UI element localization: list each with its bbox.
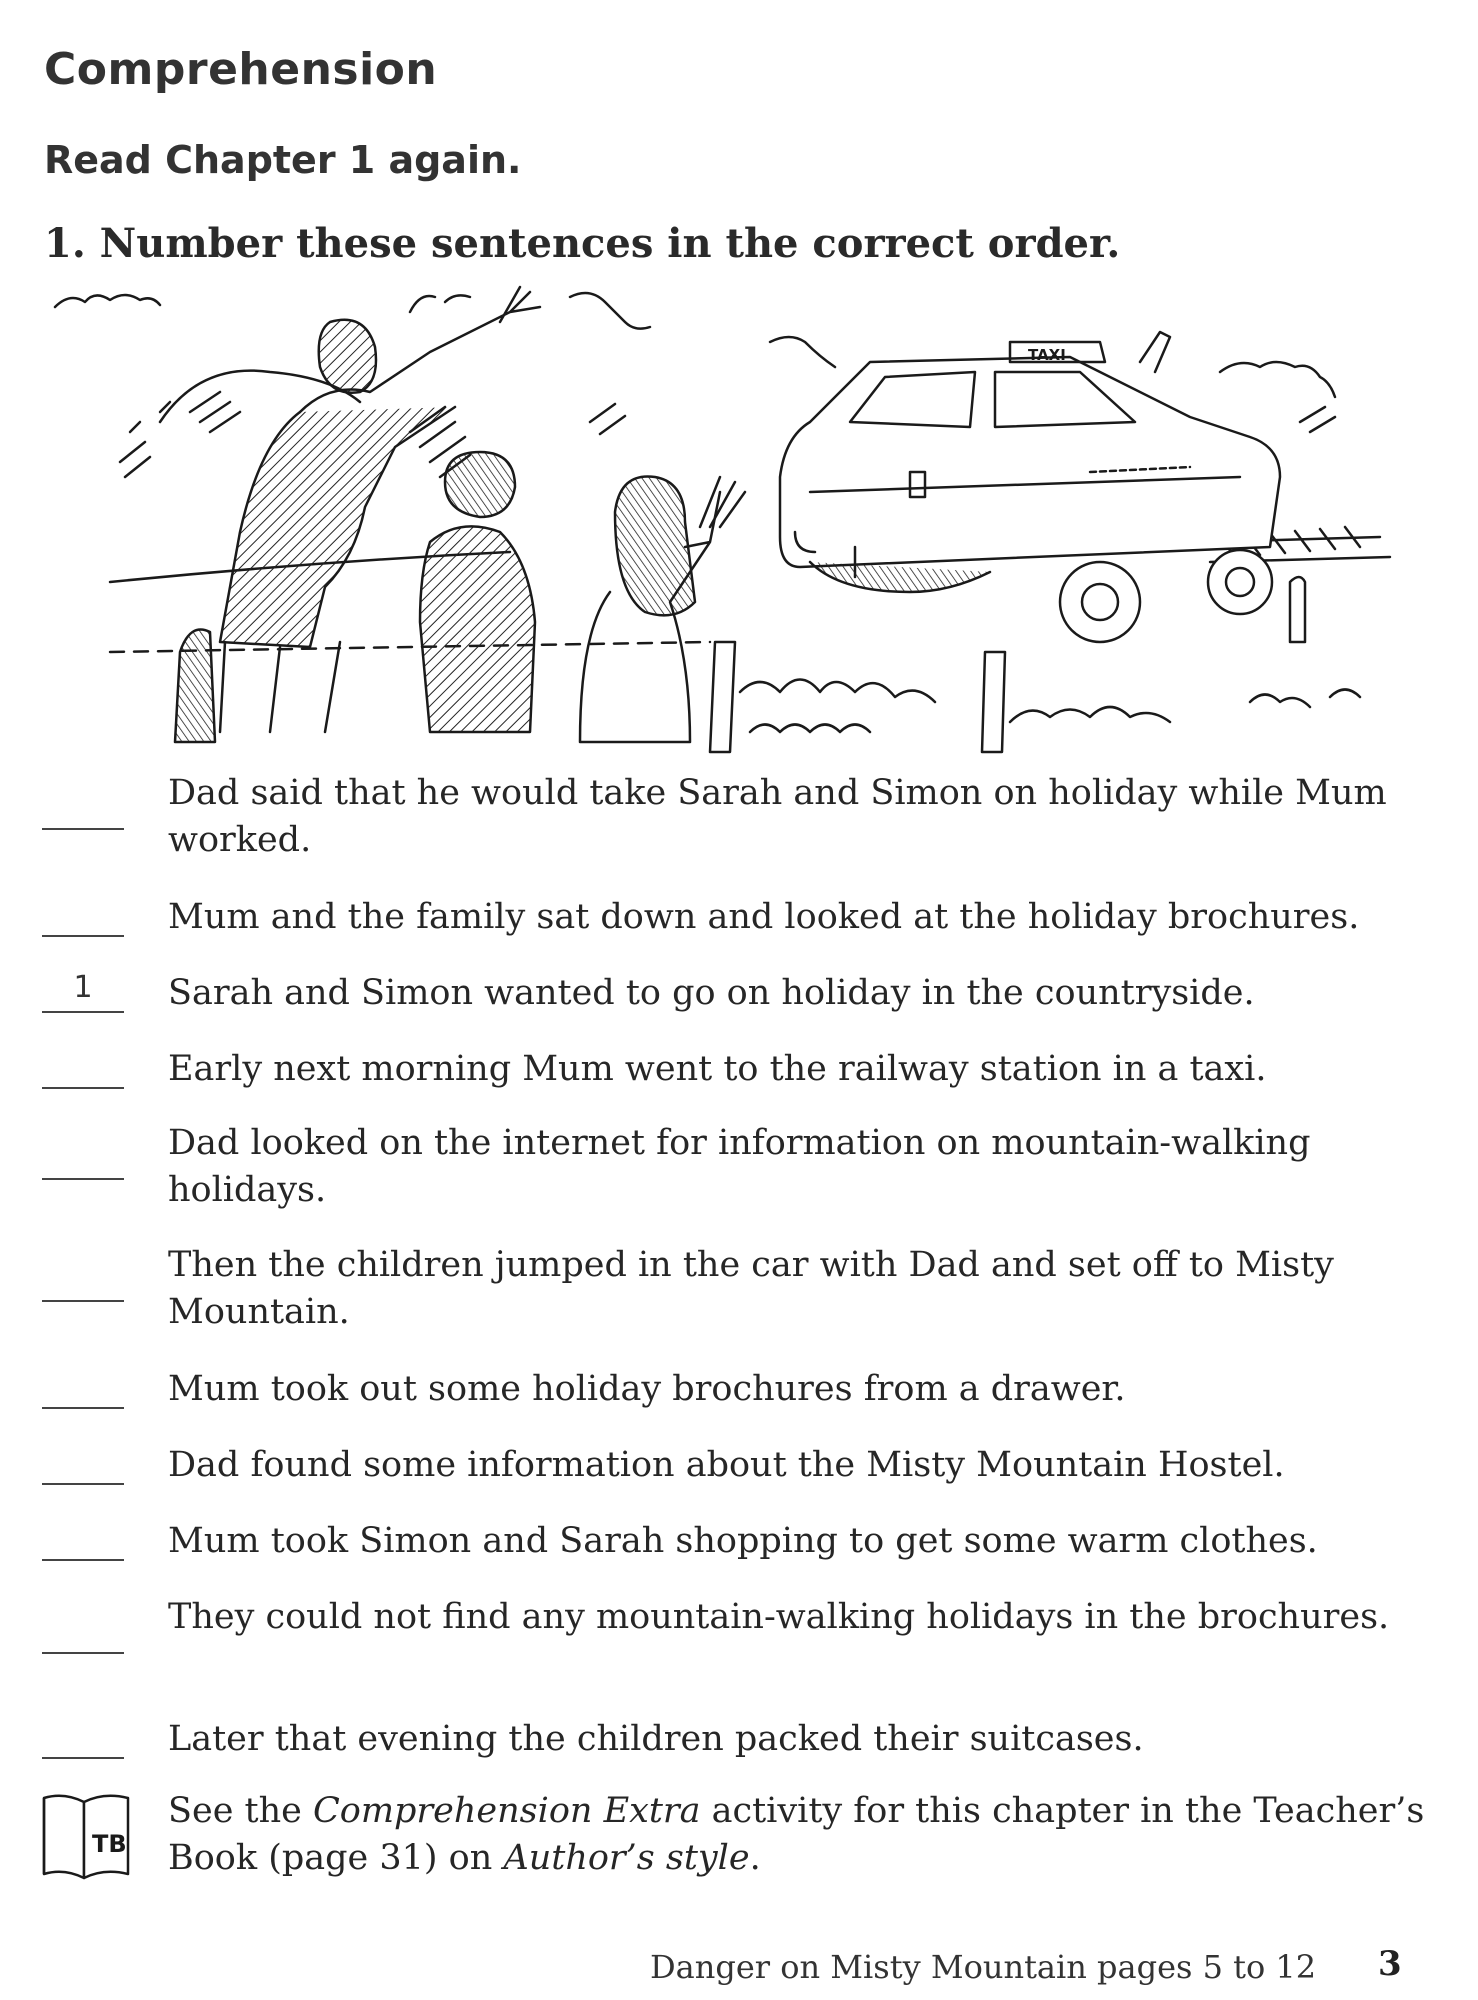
sentence-text: They could not find any mountain-walking holidays in the brochures. [168,1597,1390,1637]
answer-blank[interactable] [42,891,124,937]
page-title: Comprehension [44,44,438,95]
teacher-note-text: . [749,1838,761,1878]
sentence-text: Later that evening the children packed their suitcases. [168,1719,1144,1759]
sentence-text: Sarah and Simon wanted to go on holiday in the countryside. [168,973,1255,1013]
teacher-note-topic: Author’s style [503,1838,750,1878]
sentence-text: Then the children jumped in the car with Dad and set off to Misty Mountain. [168,1245,1334,1332]
teacher-note-text: See the [168,1791,313,1831]
sentence-text: Dad found some information about the Misty Mountain Hostel. [168,1445,1285,1485]
teacher-note-text: activity for this chapter in the Teacher’s Book (page 31) on [168,1791,1425,1878]
sentence-text: Mum took out some holiday brochures from a drawer. [168,1369,1126,1409]
sentence-text: Mum took Simon and Sarah shopping to get some warm clothes. [168,1521,1318,1561]
sentence-text: Dad said that he would take Sarah and Simon on holiday while Mum worked. [168,773,1387,860]
sentence-text: Mum and the family sat down and looked at the holiday brochures. [168,897,1360,937]
teachers-book-icon [40,1790,136,1880]
answer-blank[interactable] [42,1363,124,1409]
footer-book-reference: Danger on Misty Mountain pages 5 to 12 [650,1948,1317,1986]
instruction-heading: Read Chapter 1 again. [44,138,522,182]
sentence-text: Dad looked on the internet for information on mountain-walking holidays. [168,1123,1311,1210]
question-heading: 1. Number these sentences in the correct order. [44,220,1121,267]
taxi-sign-text: TAXI [1028,346,1066,364]
answer-blank[interactable] [42,784,124,830]
answer-blank[interactable] [42,1256,124,1302]
teacher-note-activity: Comprehension Extra [312,1791,701,1831]
page-number: 3 [1378,1944,1402,1984]
sentence-text: Early next morning Mum went to the railway station in a taxi. [168,1049,1267,1089]
teacher-note [168,1788,1448,1882]
answer-blank[interactable] [42,1134,124,1180]
answer-blank[interactable] [42,1439,124,1485]
answer-blank[interactable] [42,1515,124,1561]
tb-icon-label: TB [92,1830,127,1858]
answer-blank[interactable] [42,1713,124,1759]
answer-blank[interactable] [42,1043,124,1089]
answer-blank[interactable]: 1 [42,967,124,1013]
answer-blank[interactable] [42,1608,124,1654]
family-waving-taxi-illustration [50,282,1450,762]
